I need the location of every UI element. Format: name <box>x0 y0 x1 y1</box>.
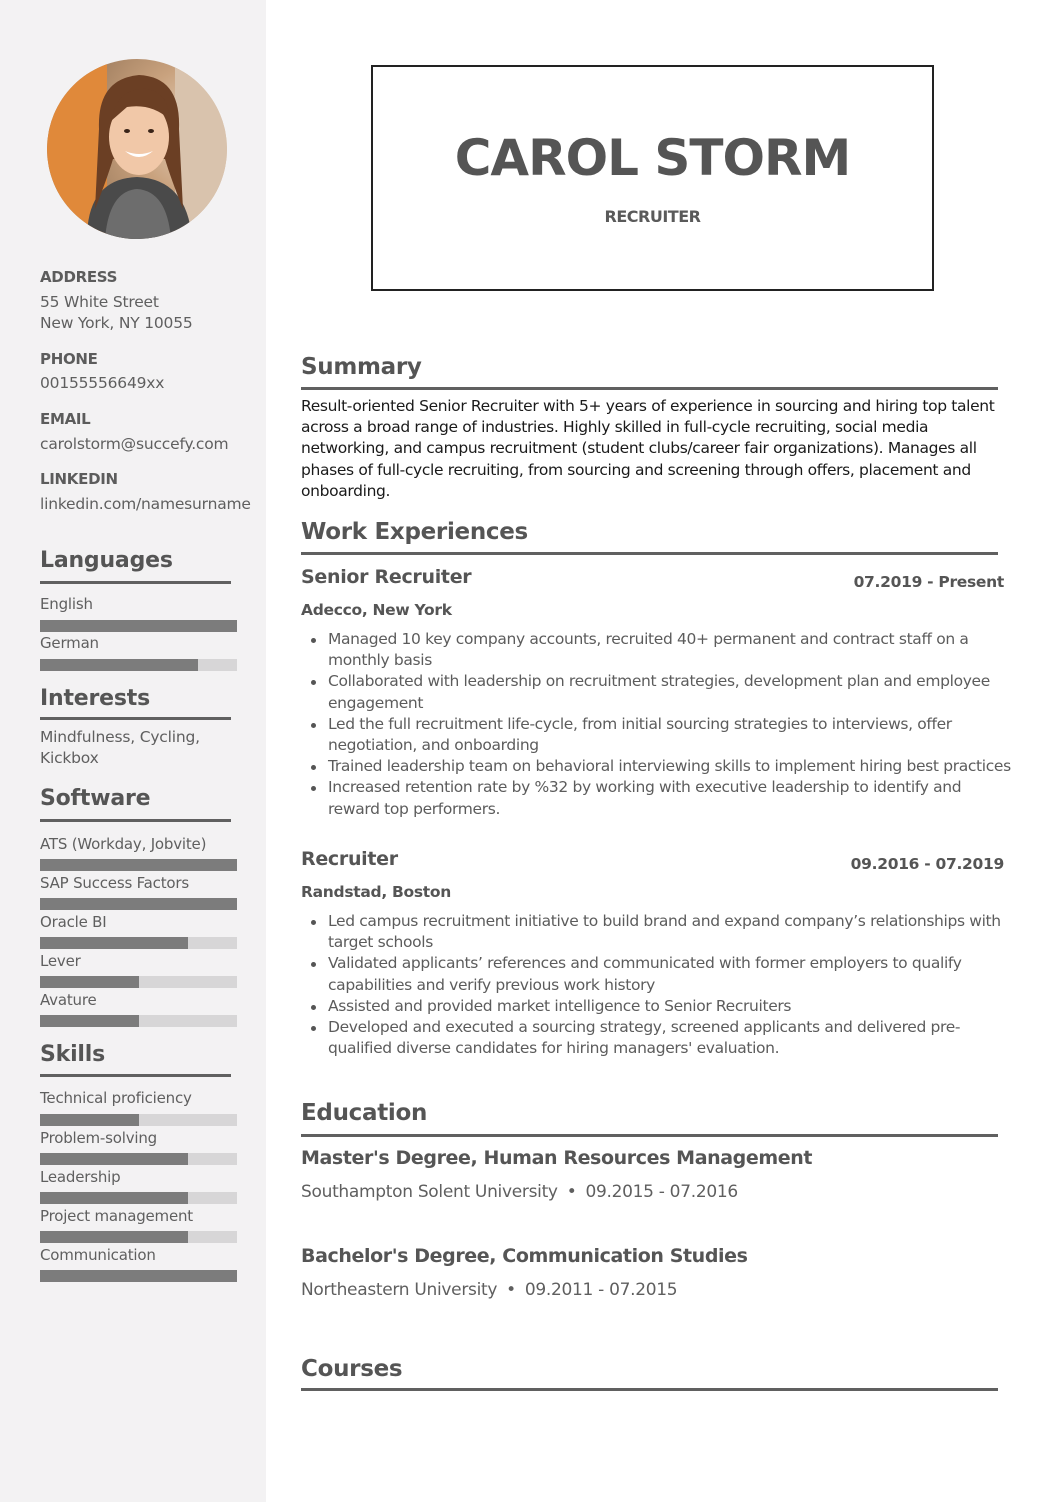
job-role: RECRUITER <box>604 207 701 226</box>
summary-heading: Summary <box>301 354 422 380</box>
job-title: Recruiter <box>301 848 398 870</box>
job-bullets <box>301 629 1011 820</box>
software-level-bar <box>40 1015 237 1027</box>
experience-heading: Work Experiences <box>301 519 528 545</box>
education-divider <box>301 1134 998 1137</box>
languages-divider <box>40 581 231 584</box>
interests-heading: Interests <box>40 686 150 711</box>
list-item: Managed 10 key company accounts, recruited 40+ permanent and contract staff on a monthly basis <box>301 629 1011 671</box>
bullet-separator: • <box>566 1182 577 1202</box>
level-fill <box>40 1231 188 1243</box>
courses-divider <box>301 1388 998 1391</box>
name-header-box <box>371 65 934 291</box>
list-item: Developed and executed a sourcing strategy, screened applicants and delivered pre-qualified diverse candidates for hiring managers' evaluation. <box>301 1017 1011 1059</box>
software-label: Oracle BI <box>40 913 107 931</box>
skill-label: Problem-solving <box>40 1129 157 1147</box>
language-label: German <box>40 634 99 652</box>
software-level-bar <box>40 859 237 871</box>
interests-line-1: Mindfulness, Cycling, <box>40 728 200 746</box>
education-dates: 09.2011 - 07.2015 <box>524 1280 678 1300</box>
full-name: CAROL STORM <box>454 129 851 187</box>
job-company: Randstad, Boston <box>301 883 451 901</box>
language-label: English <box>40 595 93 613</box>
skill-label: Leadership <box>40 1168 121 1186</box>
skill-level-bar <box>40 1114 237 1126</box>
level-fill <box>40 898 237 910</box>
skill-level-bar <box>40 1153 237 1165</box>
education-details <box>301 1182 738 1202</box>
skill-label: Project management <box>40 1207 193 1225</box>
level-fill <box>40 937 188 949</box>
level-fill <box>40 1114 139 1126</box>
interests-line-2: Kickbox <box>40 749 99 767</box>
phone-value: 00155556649xx <box>40 374 165 392</box>
linkedin-value[interactable]: linkedin.com/namesurname <box>40 495 251 513</box>
interests-divider <box>40 717 231 720</box>
level-fill <box>40 1153 188 1165</box>
address-label: ADDRESS <box>40 268 118 286</box>
address-line-2: New York, NY 10055 <box>40 314 193 332</box>
skills-heading: Skills <box>40 1042 105 1067</box>
education-degree: Master's Degree, Human Resources Management <box>301 1147 813 1169</box>
software-label: Lever <box>40 952 81 970</box>
skills-divider <box>40 1074 231 1077</box>
education-degree: Bachelor's Degree, Communication Studies <box>301 1245 748 1267</box>
portrait-image <box>47 59 227 239</box>
level-fill <box>40 1192 188 1204</box>
education-dates: 09.2015 - 07.2016 <box>585 1182 738 1202</box>
job-dates: 07.2019 - Present <box>853 573 1004 591</box>
level-fill <box>40 859 237 871</box>
list-item: Collaborated with leadership on recruitment strategies, development plan and employee engagement <box>301 671 1011 713</box>
software-level-bar <box>40 898 237 910</box>
skill-label: Technical proficiency <box>40 1089 192 1107</box>
language-level-bar <box>40 659 237 671</box>
education-details <box>301 1280 677 1300</box>
skill-label: Communication <box>40 1246 156 1264</box>
job-company: Adecco, New York <box>301 601 452 619</box>
skill-level-bar <box>40 1270 237 1282</box>
job-title: Senior Recruiter <box>301 566 472 588</box>
summary-divider <box>301 387 998 390</box>
list-item: Increased retention rate by %32 by working with executive leadership to identify and reward top performers. <box>301 777 1011 819</box>
software-level-bar <box>40 976 237 988</box>
profile-photo <box>47 59 227 239</box>
list-item: Led the full recruitment life-cycle, from initial sourcing strategies to interviews, offer negotiation, and onboarding <box>301 714 1011 756</box>
level-fill <box>40 620 237 632</box>
level-fill <box>40 659 198 671</box>
address-line-1: 55 White Street <box>40 293 159 311</box>
linkedin-label: LINKEDIN <box>40 470 118 488</box>
courses-heading: Courses <box>301 1356 403 1382</box>
bullet-separator: • <box>506 1280 516 1300</box>
list-item: Validated applicants’ references and communicated with former employers to qualify capabilities and verify previous work history <box>301 953 1011 995</box>
software-heading: Software <box>40 786 151 811</box>
skill-level-bar <box>40 1192 237 1204</box>
level-fill <box>40 976 139 988</box>
education-school: Northeastern University <box>301 1280 498 1300</box>
list-item: Led campus recruitment initiative to build brand and expand company’s relationships with target schools <box>301 911 1011 953</box>
sidebar <box>0 0 266 1502</box>
email-label: EMAIL <box>40 410 91 428</box>
skill-level-bar <box>40 1231 237 1243</box>
list-item: Trained leadership team on behavioral interviewing skills to implement hiring best practices <box>301 756 1011 777</box>
education-heading: Education <box>301 1100 428 1126</box>
education-school: Southampton Solent University <box>301 1182 558 1202</box>
job-dates: 09.2016 - 07.2019 <box>850 855 1004 873</box>
software-level-bar <box>40 937 237 949</box>
software-divider <box>40 819 231 822</box>
list-item: Assisted and provided market intelligence to Senior Recruiters <box>301 996 1011 1017</box>
level-fill <box>40 1270 237 1282</box>
experience-divider <box>301 552 998 555</box>
languages-heading: Languages <box>40 548 173 573</box>
software-label: Avature <box>40 991 97 1009</box>
summary-text: Result-oriented Senior Recruiter with 5+ years of experience in sourcing and hiring top talent across a broad range of industries. Highly skilled in full-cycle recruiting, social media networking, and campus recruitment (student clubs/career fair organizations). Manages all phases of full-cycle recruiting, from sourcing and screening through offers, placement and onboarding. <box>301 397 995 500</box>
job-bullets <box>301 911 1011 1059</box>
language-level-bar <box>40 620 237 632</box>
phone-label: PHONE <box>40 350 98 368</box>
level-fill <box>40 1015 139 1027</box>
email-value[interactable]: carolstorm@succefy.com <box>40 435 229 453</box>
software-label: ATS (Workday, Jobvite) <box>40 835 207 853</box>
software-label: SAP Success Factors <box>40 874 189 892</box>
